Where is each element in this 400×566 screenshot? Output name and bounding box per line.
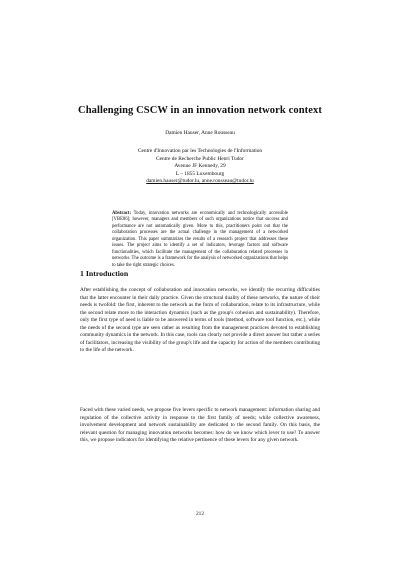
affiliation-line: Centre de Recherche Public Henri Tudor bbox=[156, 155, 244, 162]
affiliation-line: Centre d'Innovation par les Technologies de l'Information bbox=[137, 148, 263, 154]
affiliation-line: Avenue JF Kennedy, 29 bbox=[174, 163, 226, 170]
body-paragraph: Faced with these varied needs, we propose five levers specific to network management: information sharing and regulation of the collective activity in response to the first family of needs; while collective awareness, involvement development and network sustainability are dedicated to the second family. On this basis, the relevant question for managing innovation networks becomes: how do we know which lever to use? To answer this, we propose indicators for identifying the relative pertinence of these levers for any given network. bbox=[80, 407, 320, 444]
paper-title: Challenging CSCW in an innovation network context bbox=[78, 105, 322, 116]
author-names: Damien Hauser, Anne Rousseau bbox=[165, 130, 235, 136]
affiliation-block bbox=[0, 148, 400, 186]
affiliation-line: L – 1855 Luxembourg bbox=[175, 170, 225, 177]
abstract-text: Today, innovation networks are economically and technologically accessible [VBE06]; however, managers and members of such organizations notice that success and performance are not automatically given. More to this, practitioners point out that the collaboration processes are the actual challenge in the management of a networked organization. This paper summarizes the results of a research project that addresses these issues. The project aims to identify a set of indicators, leverage factors and software functionalities, which facilitate the management of the collaboration related processes in networks. The outcome is a framework for the analysis of networked organizations that helps to take the right strategic choices. bbox=[112, 211, 288, 268]
abstract-block bbox=[112, 211, 288, 269]
author-emails[interactable]: damien.hauser@tudor.lu, anne.rousseau@tudor.lu bbox=[146, 178, 254, 185]
section-heading: 1 Introduction bbox=[80, 269, 129, 278]
body-paragraph: After establishing the concept of collaboration and innovation networks, we identify the recurring difficulties that the latter encounter in their daily practice. Given the structural duality of these networks, the nature of their needs is twofold: the first, inherent to the network as the form of collaboration, relate to its infrastructure, while the second relate more to the interaction dynamics (such as the group's cohesion and sustainability). Therefore, only the first type of need is liable to be answered in terms of tools (method, software tool function, etc.), while the needs of the second type are seen rather as resulting from the management practices devoted to establishing community dynamics in the network. In this case, tools can clearly not provide a direct answer but rather a series of facilitators, increasing the visibility of the group's life and the capacity for action of the members contributing to the life of the network. bbox=[80, 287, 320, 354]
abstract-label: Abstract: bbox=[112, 211, 132, 216]
page-number: 212 bbox=[195, 511, 205, 517]
